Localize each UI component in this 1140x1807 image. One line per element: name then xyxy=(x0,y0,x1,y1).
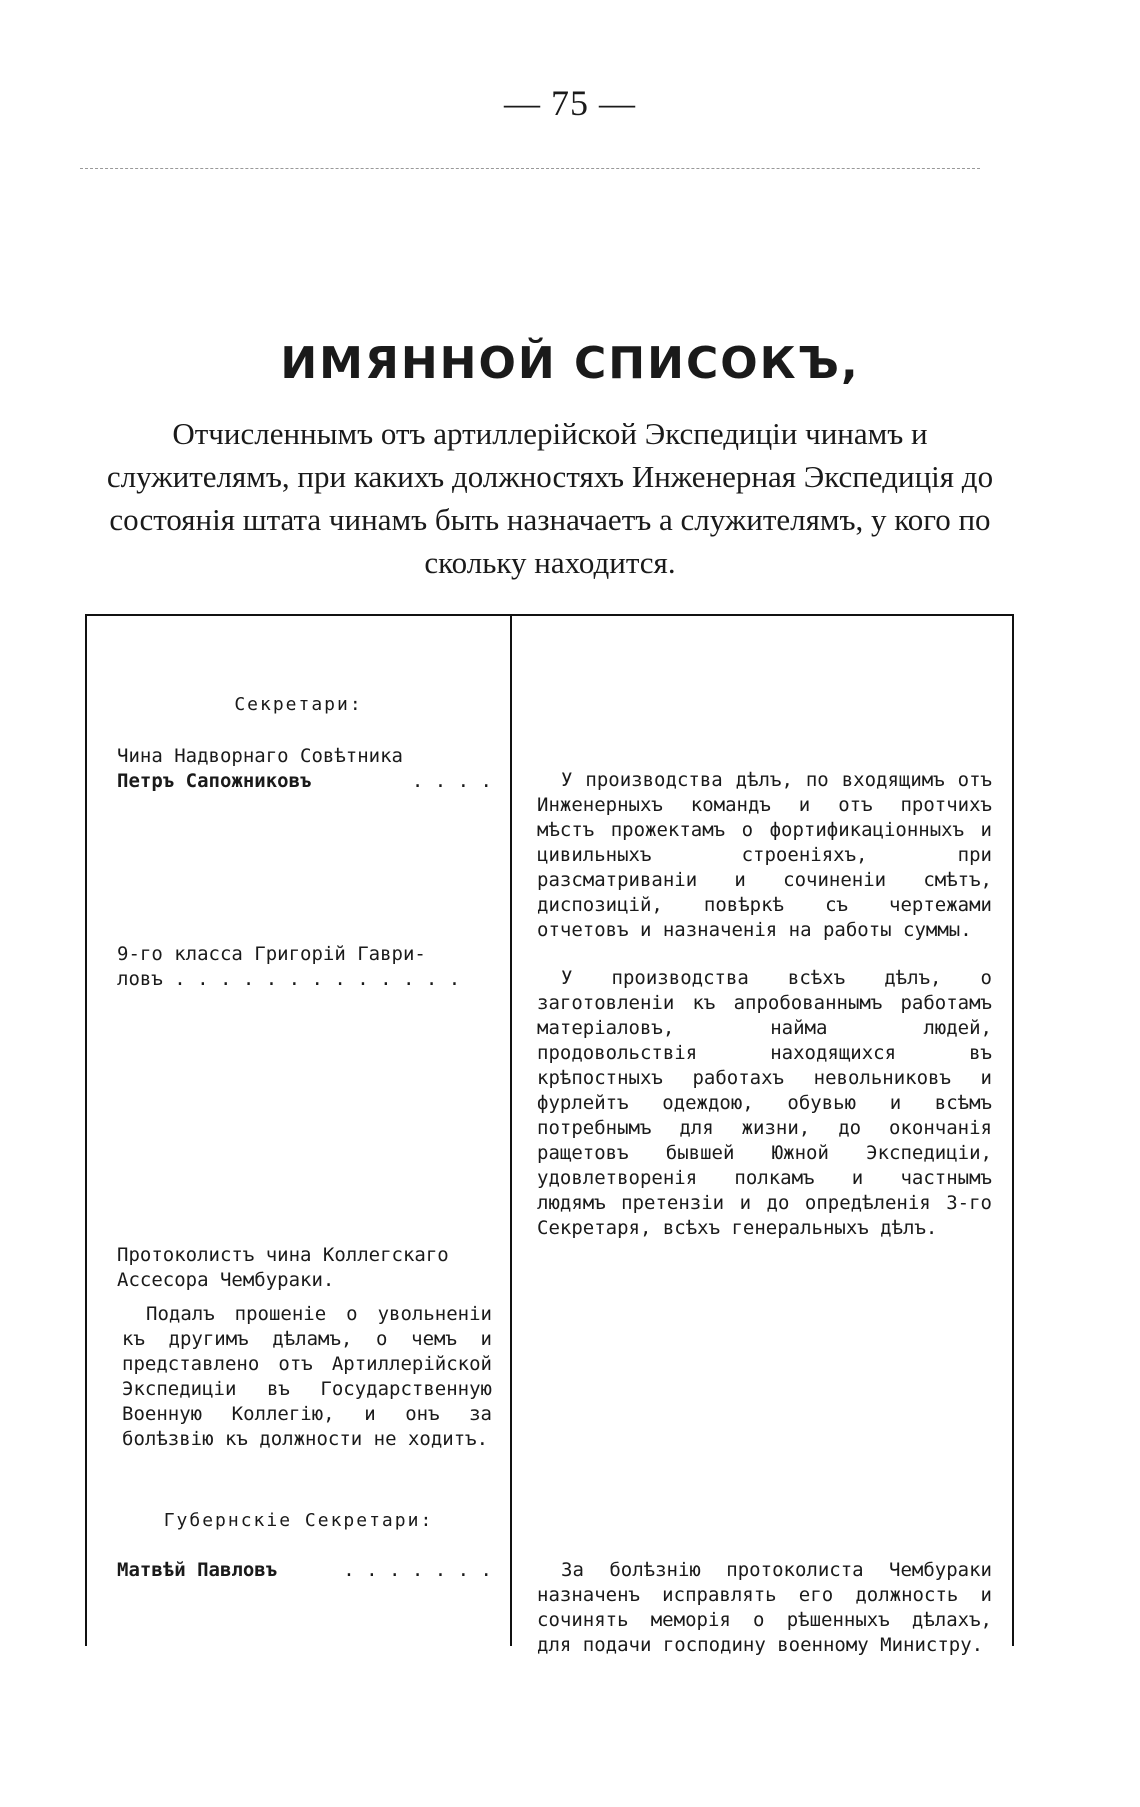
entry-name-line xyxy=(117,769,492,794)
entry-name-line xyxy=(117,1558,492,1583)
document-subtitle: Отчисленнымъ отъ артиллерійской Экспедиціи чинамъ и служителямъ, при какихъ должностяхъ Инженерная Экспедиція до состоянія штата чинамъ быть назначаетъ а служителямъ, у кого по скольку находится. xyxy=(106,416,994,580)
document-title: ИМЯННОЙ СПИСОКЪ, xyxy=(280,338,860,389)
duty-paragraph: За болѣзнію протоколиста Чембураки назначенъ исправлять его должность и сочинять меморія о рѣшенныхъ дѣлахъ, для подачи господину военному Министру. xyxy=(537,1559,992,1656)
entry-gavrilov xyxy=(117,942,492,992)
duty-paragraph: У производства дѣлъ, по входящимъ отъ Инженерныхъ командъ и отъ протчихъ мѣстъ прожектамъ о фортификаціонныхъ и цивильныхъ строеніяхъ, при разсматриваніи и сочиненіи смѣтъ, диспозицій, повѣркѣ съ чертежами отчетовъ и назначенія на работы суммы. xyxy=(537,769,992,941)
entry-sapozhnikov xyxy=(117,744,492,794)
entry-name: Матвѣй Павловъ xyxy=(117,1559,278,1581)
entry-name-line: Ассесора Чембураки. xyxy=(117,1269,335,1291)
page-number: — 75 — xyxy=(504,83,636,123)
leader-dots: . . . . xyxy=(411,770,492,792)
heading-gubernskie-secretaries: Губернскіе Секретари: xyxy=(163,1510,434,1531)
entry-rank: Чина Надворнаго Совѣтника xyxy=(117,745,403,767)
heading-secretaries: Секретари: xyxy=(234,694,363,715)
entry-name-line: ловъ . . . . . . . . . . . . . xyxy=(117,968,461,990)
leader-dots: . . . . . . . xyxy=(343,1559,492,1581)
top-rule xyxy=(80,168,980,169)
entry-rank: Протоколистъ чина Коллегскаго xyxy=(117,1244,449,1266)
entry-pavlov xyxy=(117,1558,492,1583)
entry-rank: 9-го класса Григорій Гаври- xyxy=(117,943,426,965)
entry-name: Петръ Сапожниковъ xyxy=(117,770,312,792)
entry-note: Подалъ прошеніе о увольненіи къ другимъ дѣламъ, о чемъ и представлено отъ Артиллерійской Экспедиціи въ Государственную Военную Коллегію, и онъ за болѣзвію къ должности не ходитъ. xyxy=(122,1303,492,1450)
entry-chemburaki xyxy=(117,1243,492,1293)
duty-paragraph: У производства всѣхъ дѣлъ, о заготовленіи къ апробованнымъ работамъ матеріаловъ, найма людей, продовольствія находящихся въ крѣпостныхъ работахъ невольниковъ и фурлейтъ одеждою, обувью и всѣмъ потребнымъ для жизни, до окончанія ращетовъ бывшей Южной Экспедиціи, удовлетворенія полкамъ и частнымъ людямъ претензіи и до опредѣленія 3-го Секретаря, всѣхъ генеральныхъ дѣлъ. xyxy=(537,967,992,1239)
roster-table xyxy=(85,614,1014,1656)
column-divider xyxy=(510,616,512,1646)
